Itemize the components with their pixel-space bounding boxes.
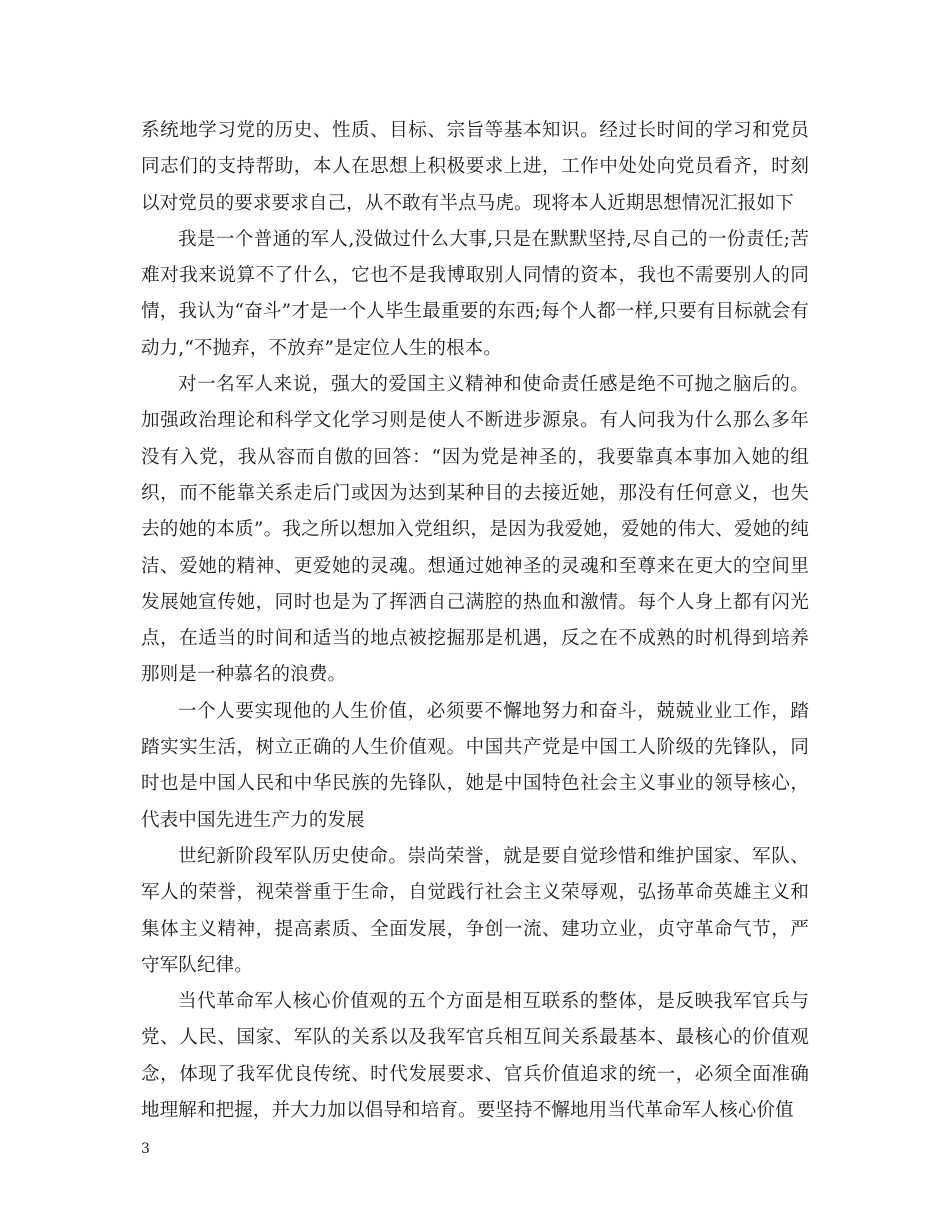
- paragraph-5: 世纪新阶段军队历史使命。崇尚荣誉，就是要自觉珍惜和维护国家、军队、军人的荣誉，视荣誉重于生命，自觉践行社会主义荣辱观，弘扬革命英雄主义和集体主义精神，提高素质、全面发展，争创一流、建功立业，贞守革命气节，严守军队纪律。: [141, 845, 809, 976]
- document-body: [141, 113, 809, 1129]
- paragraph-6: 当代革命军人核心价值观的五个方面是相互联系的整体，是反映我军官兵与党、人民、国家、军队的关系以及我军官兵相互间关系最基本、最核心的价值观念，体现了我军优良传统、时代发展要求、官兵价值追求的统一，必须全面准确地理解和把握，并大力加以倡导和培育。要坚持不懈地用当代革命军人核心价值: [141, 991, 809, 1122]
- page-number: 3: [141, 1141, 150, 1157]
- paragraph-3: 对一名军人来说，强大的爱国主义精神和使命责任感是绝不可抛之脑后的。加强政治理论和科学文化学习则是使人不断进步源泉。有人问我为什么那么多年没有入党，我从容而自傲的回答：“因为党是神圣的，我要靠真本事加入她的组织，而不能靠关系走后门或因为达到某种目的去接近她，那没有任何意义，也失去的她的本质”。我之所以想加入党组织，是因为我爱她，爱她的伟大、爱她的纯洁、爱她的精神、更爱她的灵魂。想通过她神圣的灵魂和至尊来在更大的空间里发展她宣传她，同时也是为了挥洒自己满腔的热血和激情。每个人身上都有闪光点，在适当的时间和适当的地点被挖掘那是机遇，反之在不成熟的时机得到培养那则是一种慕名的浪费。: [141, 374, 809, 686]
- paragraph-2: 我是一个普通的军人,没做过什么大事,只是在默默坚持,尽自己的一份责任;苦难对我来说算不了什么，它也不是我博取别人同情的资本，我也不需要别人的同情，我认为“奋斗”才是一个人毕生最重要的东西;每个人都一样,只要有目标就会有动力,“不抛弃，不放弃”是定位人生的根本。: [141, 228, 809, 359]
- paragraph-1: 系统地学习党的历史、性质、目标、宗旨等基本知识。经过长时间的学习和党员同志们的支持帮助，本人在思想上积极要求上进，工作中处处向党员看齐，时刻以对党员的要求要求自己，从不敢有半点马虎。现将本人近期思想情况汇报如下: [141, 120, 809, 214]
- paragraph-4: 一个人要实现他的人生价值，必须要不懈地努力和奋斗，兢兢业业工作，踏踏实实生活，树立正确的人生价值观。中国共产党是中国工人阶级的先锋队，同时也是中国人民和中华民族的先锋队，她是中国特色社会主义事业的领导核心，代表中国先进生产力的发展: [141, 700, 809, 831]
